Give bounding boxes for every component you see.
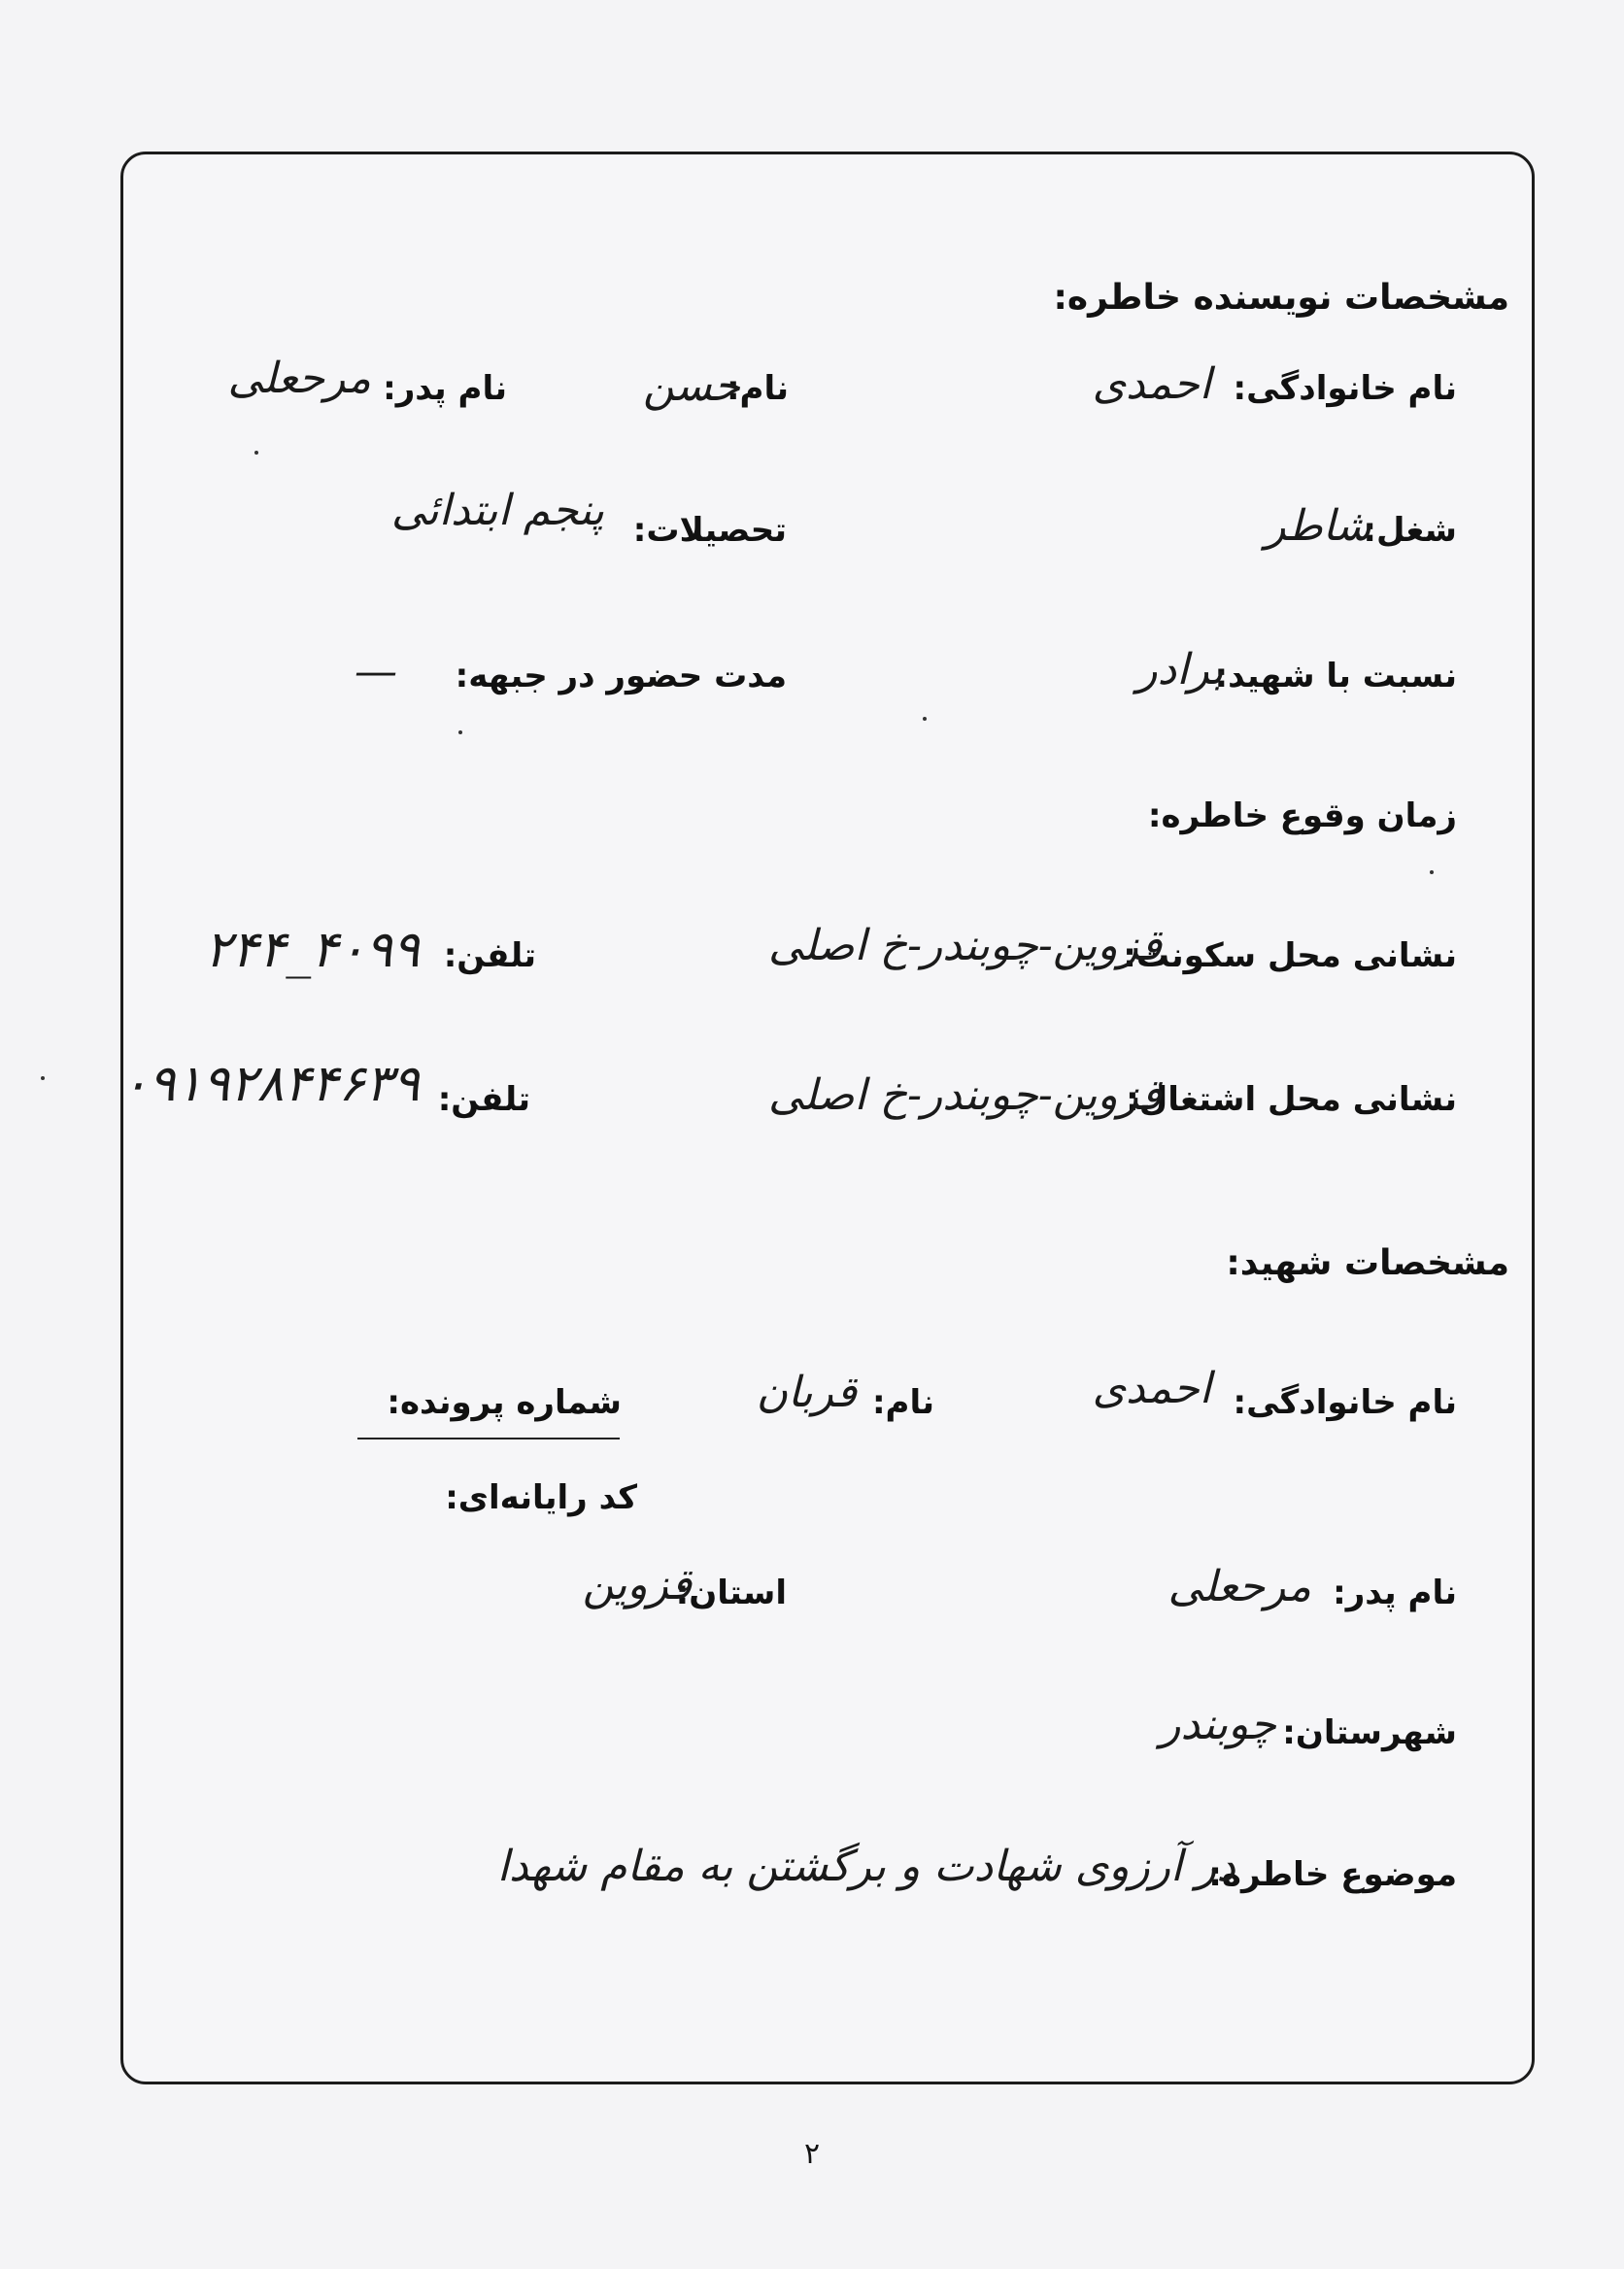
martyr-topic-label: موضوع خاطره: [1208, 1855, 1457, 1894]
writer-family-value: احمدی [1092, 359, 1211, 409]
martyr-city-value: چوبندر [1160, 1700, 1276, 1749]
speck [1430, 870, 1434, 874]
writer-work-phone: ۰۹۱۹۲۸۴۴۶۳۹ [120, 1055, 420, 1113]
writer-family-label: نام خانوادگی: [1233, 369, 1457, 408]
writer-education-label: تحصیلات: [632, 511, 787, 550]
writer-father-value: مرحعلی [227, 354, 371, 403]
martyr-name-label: نام: [871, 1383, 934, 1422]
page-number: ۲ [803, 2137, 821, 2171]
writer-home-phone: ۲۴۴_۴۰۹۹ [204, 921, 420, 979]
writer-name-label: نام: [726, 369, 789, 408]
speck [41, 1076, 45, 1080]
martyr-header: مشخصات شهید: [1226, 1243, 1509, 1283]
writer-work-phone-label: تلفن: [437, 1080, 530, 1119]
writer-job-value: شاطر [1265, 501, 1371, 551]
writer-front-value: — [355, 647, 398, 696]
martyr-code-label: کد رایانه‌ای: [445, 1478, 637, 1517]
writer-relation-label: نسبت با شهید: [1214, 657, 1457, 695]
writer-work-label: نشانی محل اشتغال: [1126, 1080, 1457, 1119]
martyr-file-label: شماره پرونده: [387, 1383, 622, 1422]
writer-front-label: مدت حضور در جبهه: [455, 657, 787, 695]
writer-job-label: شغل: [1363, 511, 1457, 550]
martyr-father-label: نام پدر: [1333, 1574, 1457, 1612]
speck [923, 717, 927, 721]
writer-home-phone-label: تلفن: [443, 936, 536, 975]
martyr-name-value: قربان [756, 1368, 857, 1417]
speck [458, 730, 462, 734]
writer-father-label: نام پدر: [383, 369, 507, 408]
martyr-province-value: قزوین [582, 1560, 692, 1609]
martyr-family-label: نام خانوادگی: [1233, 1383, 1457, 1422]
martyr-father-value: مرحعلی [1167, 1562, 1311, 1611]
writer-name-value: حسن [643, 361, 740, 411]
martyr-province-label: استان: [675, 1574, 787, 1612]
writer-education-value: پنجم ابتدائی [390, 486, 604, 535]
writer-header: مشخصات نویسنده خاطره: [1053, 278, 1509, 318]
writer-home-value: قزوین-چوبندر-خ اصلی [767, 921, 1162, 970]
writer-relation-value: برادر [1136, 645, 1224, 694]
martyr-city-label: شهرستان: [1282, 1713, 1457, 1752]
writer-time-label: زمان وقوع خاطره: [1147, 796, 1457, 835]
martyr-topic-value: در آرزوی شهادت و برگشتن به مقام شهدا [496, 1842, 1235, 1891]
writer-home-label: نشانی محل سکونت: [1123, 936, 1457, 975]
martyr-file-underline [357, 1438, 620, 1439]
writer-work-value: قزوین-چوبندر-خ اصلی [767, 1070, 1162, 1120]
speck [254, 451, 258, 455]
martyr-family-value: احمدی [1092, 1364, 1211, 1413]
